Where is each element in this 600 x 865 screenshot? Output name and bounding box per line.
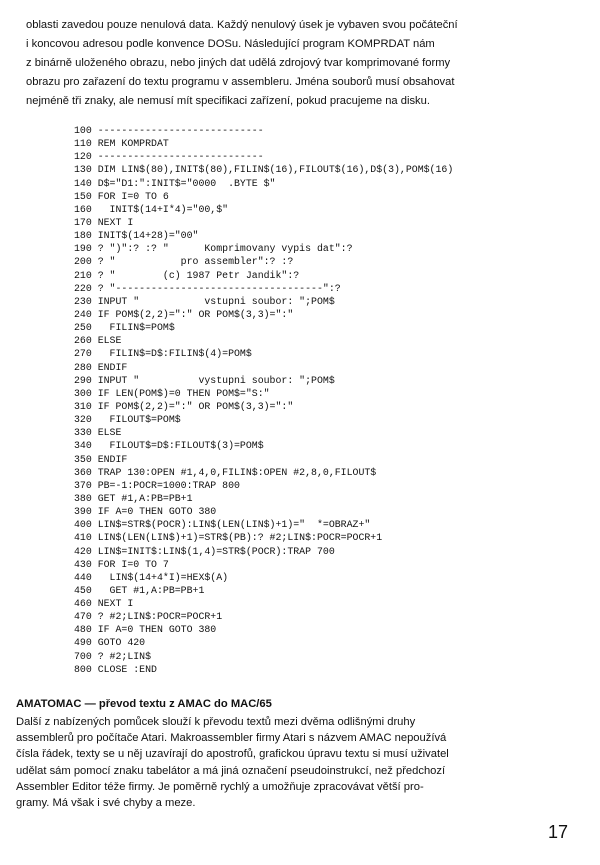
code-line: 250 FILIN$=POM$ <box>74 322 175 334</box>
code-line: 390 IF A=0 THEN GOTO 380 <box>74 506 217 518</box>
code-line: 410 LIN$(LEN(LIN$)+1)=STR$(PB):? #2;LIN$:POCR=POCR+1 <box>74 532 383 544</box>
code-line: 440 LIN$(14+4*I)=HEX$(A) <box>74 571 229 583</box>
page-number: 17 <box>548 822 569 842</box>
intro-line: z binárně uloženého obrazu, nebo jiných dat udělá zdrojový tvar komprimované formy <box>26 57 451 69</box>
code-line: 370 PB=-1:POCR=1000:TRAP 800 <box>74 479 240 491</box>
intro-paragraph <box>26 16 578 111</box>
code-line: 800 CLOSE :END <box>74 663 157 675</box>
code-line: 110 REM KOMPRDAT <box>74 138 169 150</box>
code-line: 240 IF POM$(2,2)=":" OR POM$(3,3)=":" <box>74 308 294 320</box>
code-line: 360 TRAP 130:OPEN #1,4,0,FILIN$:OPEN #2,8,0,FILOUT$ <box>74 466 377 478</box>
code-line: 350 ENDIF <box>74 453 128 465</box>
code-line: 700 ? #2;LIN$ <box>74 650 152 662</box>
code-line: 420 LIN$=INIT$:LIN$(1,4)=STR$(POCR):TRAP 700 <box>74 545 335 557</box>
intro-line: nejméně tři znaky, ale nemusí mít specifikaci zařízení, pokud pracujeme na disku. <box>26 95 430 107</box>
body-line: udělat sám pomocí znaku tabelátor a má jiná označení pseudoinstrukcí, než předchozí <box>16 764 446 777</box>
code-line: 340 FILOUT$=D$:FILOUT$(3)=POM$ <box>74 440 264 452</box>
code-line: 460 NEXT I <box>74 598 134 610</box>
section-title: AMATOMAC — převod textu z AMAC do MAC/65 <box>16 698 272 710</box>
body-line: gramy. Má však i své chyby a meze. <box>16 797 196 810</box>
body-line: Další z nabízených pomůcek slouží k převodu textů mezi dvěma odlišnými druhy <box>16 716 416 728</box>
code-line: 100 ---------------------------- <box>74 125 264 136</box>
code-line: 260 ELSE <box>74 335 122 347</box>
code-line: 450 GET #1,A:PB=PB+1 <box>74 584 205 596</box>
code-line: 290 INPUT " vystupni soubor: ";POM$ <box>74 374 335 386</box>
body-line: Assembler Editor téže firmy. Je poměrně rychlý a umožňuje zpracovávat větší pro- <box>16 780 424 793</box>
code-line: 120 ---------------------------- <box>74 151 264 163</box>
code-line: 320 FILOUT$=POM$ <box>74 414 181 426</box>
code-line: 480 IF A=0 THEN GOTO 380 <box>74 624 217 636</box>
code-line: 210 ? " (c) 1987 Petr Jandik":? <box>74 269 300 281</box>
code-line: 170 NEXT I <box>74 216 134 228</box>
code-line: 200 ? " pro assembler":? :? <box>74 256 294 268</box>
code-line: 220 ? "-----------------------------------":? <box>74 282 341 294</box>
code-line: 470 ? #2;LIN$:POCR=POCR+1 <box>74 611 223 623</box>
code-line: 140 D$="D1:":INIT$="0000 .BYTE $" <box>74 177 276 189</box>
code-line: 280 ENDIF <box>74 361 128 373</box>
code-line: 430 FOR I=0 TO 7 <box>74 558 169 570</box>
intro-line: i koncovou adresou podle konvence DOSu. Následující program KOMPRDAT nám <box>26 38 435 50</box>
body-line: assemblerů pro počítače Atari. Makroassembler firmy Atari s názvem AMAC nepoužívá <box>16 732 447 745</box>
code-line: 300 IF LEN(POM$)=0 THEN POM$="S:" <box>74 387 270 399</box>
code-line: 130 DIM LIN$(80),INIT$(80),FILIN$(16),FILOUT$(16),D$(3),POM$(16) <box>74 164 454 176</box>
code-line: 330 ELSE <box>74 427 122 439</box>
body-line: čísla řádek, texty se u něj uzavírají do apostrofů, grafickou úpravu textu si musí uživatel <box>16 748 449 761</box>
code-line: 160 INIT$(14+I*4)="00,$" <box>74 203 229 215</box>
code-line: 230 INPUT " vstupni soubor: ";POM$ <box>74 295 335 307</box>
code-line: 380 GET #1,A:PB=PB+1 <box>74 492 193 504</box>
program-listing <box>74 124 453 676</box>
code-line: 180 INIT$(14+28)="00" <box>74 230 199 242</box>
intro-line: obrazu pro zařazení do textu programu v assembleru. Jména souborů musí obsahovat <box>26 76 455 88</box>
body-paragraph <box>16 714 582 811</box>
code-line: 270 FILIN$=D$:FILIN$(4)=POM$ <box>74 348 252 360</box>
intro-line: oblasti zavedou pouze nenulová data. Každý nenulový úsek je vybaven svou počáteční <box>26 19 458 31</box>
code-line: 310 IF POM$(2,2)=":" OR POM$(3,3)=":" <box>74 400 294 412</box>
code-line: 490 GOTO 420 <box>74 637 146 649</box>
code-line: 400 LIN$=STR$(POCR):LIN$(LEN(LIN$)+1)=" *=OBRAZ+" <box>74 519 371 531</box>
code-line: 190 ? ")":? :? " Komprimovany vypis dat":? <box>74 243 353 255</box>
code-line: 150 FOR I=0 TO 6 <box>74 190 169 202</box>
